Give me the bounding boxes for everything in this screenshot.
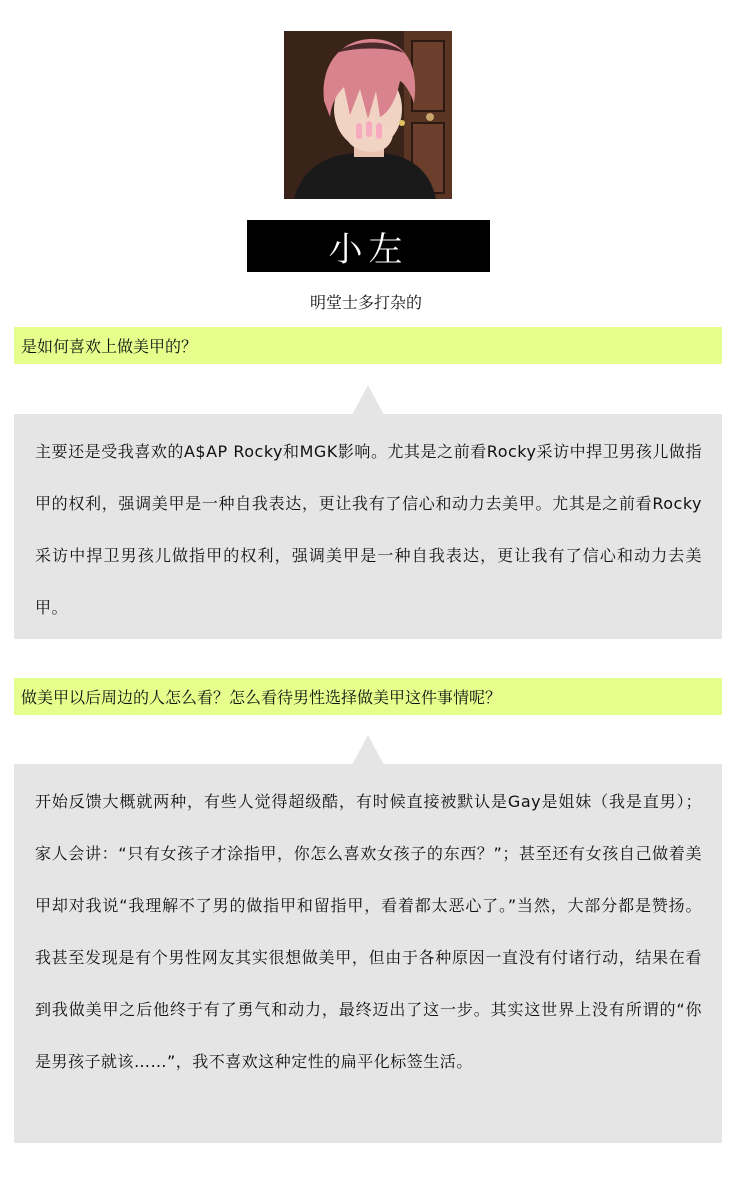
person-subtitle: 明堂士多打杂的: [309, 293, 422, 312]
name-plate: [247, 220, 490, 272]
person-name: 小左: [328, 229, 409, 270]
question-text-2: 做美甲以后周边的人怎么看？怎么看待男性选择做美甲这件事情呢？: [21, 688, 502, 707]
answer-text-1: 主要还是受我喜欢的A$AP Rocky和MGK影响。尤其是之前看Rocky采访中捍卫男孩儿做指甲的权利，强调美甲是一种自我表达，更让我有了信心和动力去美甲。尤其是之前看Rocky采访中捍卫男孩儿做指甲的权利，强调美甲是一种自我表达，更让我有了信心和动力去美甲。: [35, 442, 702, 617]
question-text-1: 是如何喜欢上做美甲的？: [21, 337, 198, 356]
answer-box-2: [14, 764, 722, 1143]
person-portrait-icon: [284, 31, 452, 199]
speech-pointer-icon: [352, 735, 384, 765]
speech-pointer-icon: [352, 385, 384, 415]
avatar: [284, 31, 452, 199]
answer-text-2: 开始反馈大概就两种，有些人觉得超级酷，有时候直接被默认是Gay是姐妹（我是直男）；家人会讲：“只有女孩子才涂指甲，你怎么喜欢女孩子的东西？”；甚至还有女孩自己做着美甲却对我说“我理解不了男的做指甲和留指甲，看着都太恶心了。”当然，大部分都是赞扬。我甚至发现是有个男性网友其实很想做美甲，但由于各种原因一直没有付诸行动，结果在看到我做美甲之后他终于有了勇气和动力，最终迈出了这一步。其实这世界上没有所谓的“你是男孩子就该……”，我不喜欢这种定性的扁平化标签生活。: [35, 792, 702, 1071]
answer-box-1: [14, 414, 722, 639]
question-bar-2: [14, 678, 722, 715]
question-bar-1: [14, 327, 722, 364]
